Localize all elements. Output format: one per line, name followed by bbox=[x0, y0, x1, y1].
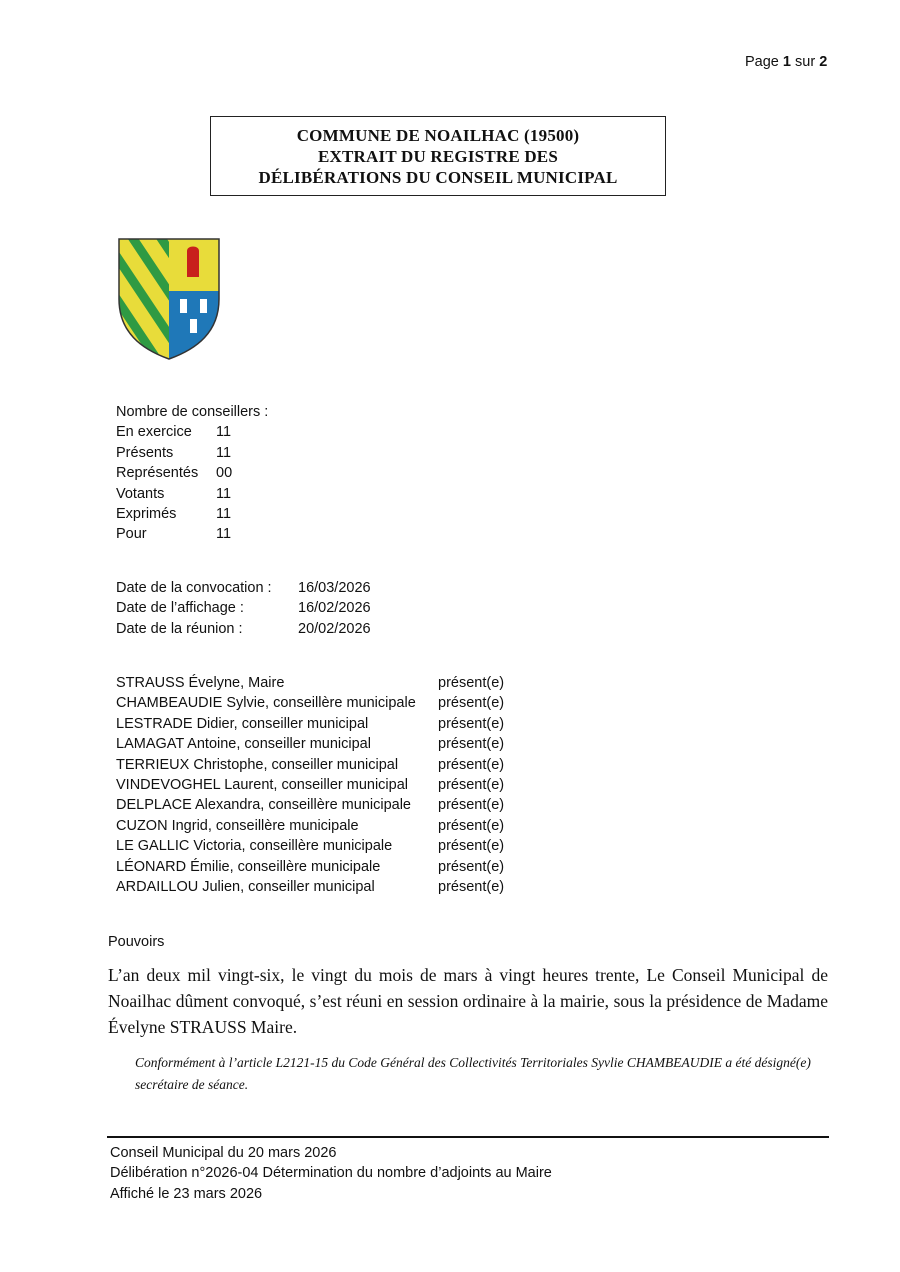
count-label: Votants bbox=[116, 485, 165, 502]
count-row bbox=[116, 422, 336, 442]
date-label: Date de la réunion : bbox=[116, 620, 243, 637]
count-label: Exprimés bbox=[116, 505, 177, 522]
page-total: 2 bbox=[819, 54, 828, 70]
member-row bbox=[116, 795, 536, 815]
count-value: 11 bbox=[216, 444, 232, 461]
member-name: LESTRADE Didier, conseiller municipal bbox=[116, 715, 369, 732]
member-name: STRAUSS Évelyne, Maire bbox=[116, 675, 285, 691]
member-row bbox=[116, 877, 536, 897]
count-label: Pour bbox=[116, 526, 147, 543]
member-status: présent(e) bbox=[438, 675, 505, 691]
count-label: En exercice bbox=[116, 424, 192, 441]
member-status: présent(e) bbox=[438, 756, 505, 773]
count-label: Représentés bbox=[116, 465, 199, 482]
member-row bbox=[116, 673, 536, 693]
count-row bbox=[116, 524, 336, 544]
member-status: présent(e) bbox=[438, 797, 505, 814]
member-name: CUZON Ingrid, conseillère municipale bbox=[116, 817, 359, 834]
count-row bbox=[116, 443, 336, 463]
member-name: LÉONARD Émilie, conseillère municipale bbox=[116, 858, 381, 875]
secretary-note: Conformément à l’article L2121-15 du Code Général des Collectivités Territoriales Syvlie CHAMBEAUDIE a été désigné(e) secrétaire de séance. bbox=[135, 1055, 811, 1092]
counts-heading: Nombre de conseillers : bbox=[116, 404, 269, 420]
session-paragraph: L’an deux mil vingt-six, le vingt du mois de mars à vingt heures trente, Le Conseil Municipal de Noailhac dûment convoqué, s’est réuni en session ordinaire à la mairie, sous la présidence de Madame Évelyne STRAUSS Maire. bbox=[108, 965, 828, 1037]
member-name: VINDEVOGHEL Laurent, conseiller municipal bbox=[116, 776, 409, 793]
member-row bbox=[116, 734, 536, 754]
title-line-extrait: EXTRAIT DU REGISTRE DES bbox=[318, 147, 558, 166]
page-number bbox=[745, 54, 827, 70]
count-value: 11 bbox=[216, 485, 232, 502]
member-row bbox=[116, 775, 536, 795]
pouvoirs-heading: Pouvoirs bbox=[108, 934, 165, 950]
member-row bbox=[116, 836, 536, 856]
date-value: 16/03/2026 bbox=[298, 580, 371, 596]
title-line-commune: COMMUNE DE NOAILHAC (19500) bbox=[296, 126, 580, 145]
date-row bbox=[116, 598, 436, 618]
date-value: 20/02/2026 bbox=[298, 620, 371, 637]
member-row bbox=[116, 714, 536, 734]
page-current: 1 bbox=[782, 54, 791, 70]
dates-block bbox=[116, 578, 436, 639]
member-status: présent(e) bbox=[438, 776, 505, 793]
count-value: 11 bbox=[216, 526, 232, 543]
footer-posted-date: Affiché le 23 mars 2026 bbox=[110, 1185, 263, 1202]
member-status: présent(e) bbox=[438, 838, 505, 855]
count-row bbox=[116, 504, 336, 524]
date-row bbox=[116, 619, 436, 639]
attendance-list bbox=[116, 673, 536, 897]
member-status: présent(e) bbox=[438, 817, 505, 834]
member-status: présent(e) bbox=[438, 858, 505, 875]
title-line-deliberations: DÉLIBÉRATIONS DU CONSEIL MUNICIPAL bbox=[258, 168, 618, 187]
councillors-count-block bbox=[116, 402, 336, 545]
count-row bbox=[116, 463, 336, 483]
member-name: LE GALLIC Victoria, conseillère municipale bbox=[116, 838, 393, 855]
date-label: Date de la convocation : bbox=[116, 580, 272, 596]
member-row bbox=[116, 755, 536, 775]
member-name: LAMAGAT Antoine, conseiller municipal bbox=[116, 736, 371, 753]
member-row bbox=[116, 693, 536, 713]
count-row bbox=[116, 484, 336, 504]
member-row bbox=[116, 816, 536, 836]
member-status: présent(e) bbox=[438, 695, 505, 712]
page-prefix: Page bbox=[745, 54, 783, 70]
date-label: Date de l’affichage : bbox=[116, 600, 244, 617]
member-row bbox=[116, 857, 536, 877]
footer-divider bbox=[107, 1136, 829, 1138]
count-value: 00 bbox=[216, 465, 233, 482]
member-name: DELPLACE Alexandra, conseillère municipale bbox=[116, 797, 411, 814]
footer-block bbox=[110, 1143, 552, 1204]
page-mid: sur bbox=[790, 54, 820, 70]
footer-deliberation: Délibération n°2026-04 Détermination du nombre d’adjoints au Maire bbox=[110, 1165, 552, 1182]
member-status: présent(e) bbox=[438, 715, 505, 732]
member-name: ARDAILLOU Julien, conseiller municipal bbox=[116, 878, 375, 895]
count-value: 11 bbox=[216, 424, 232, 441]
footer-council-date: Conseil Municipal du 20 mars 2026 bbox=[110, 1145, 337, 1161]
member-name: TERRIEUX Christophe, conseiller municipal bbox=[116, 756, 399, 773]
date-row bbox=[116, 578, 436, 598]
member-status: présent(e) bbox=[438, 878, 505, 895]
member-name: CHAMBEAUDIE Sylvie, conseillère municipale bbox=[116, 695, 416, 712]
document-title-box bbox=[210, 116, 666, 196]
count-label: Présents bbox=[116, 444, 174, 461]
coat-of-arms-icon bbox=[117, 237, 221, 361]
count-value: 11 bbox=[216, 505, 232, 522]
member-status: présent(e) bbox=[438, 736, 505, 753]
date-value: 16/02/2026 bbox=[298, 600, 371, 617]
